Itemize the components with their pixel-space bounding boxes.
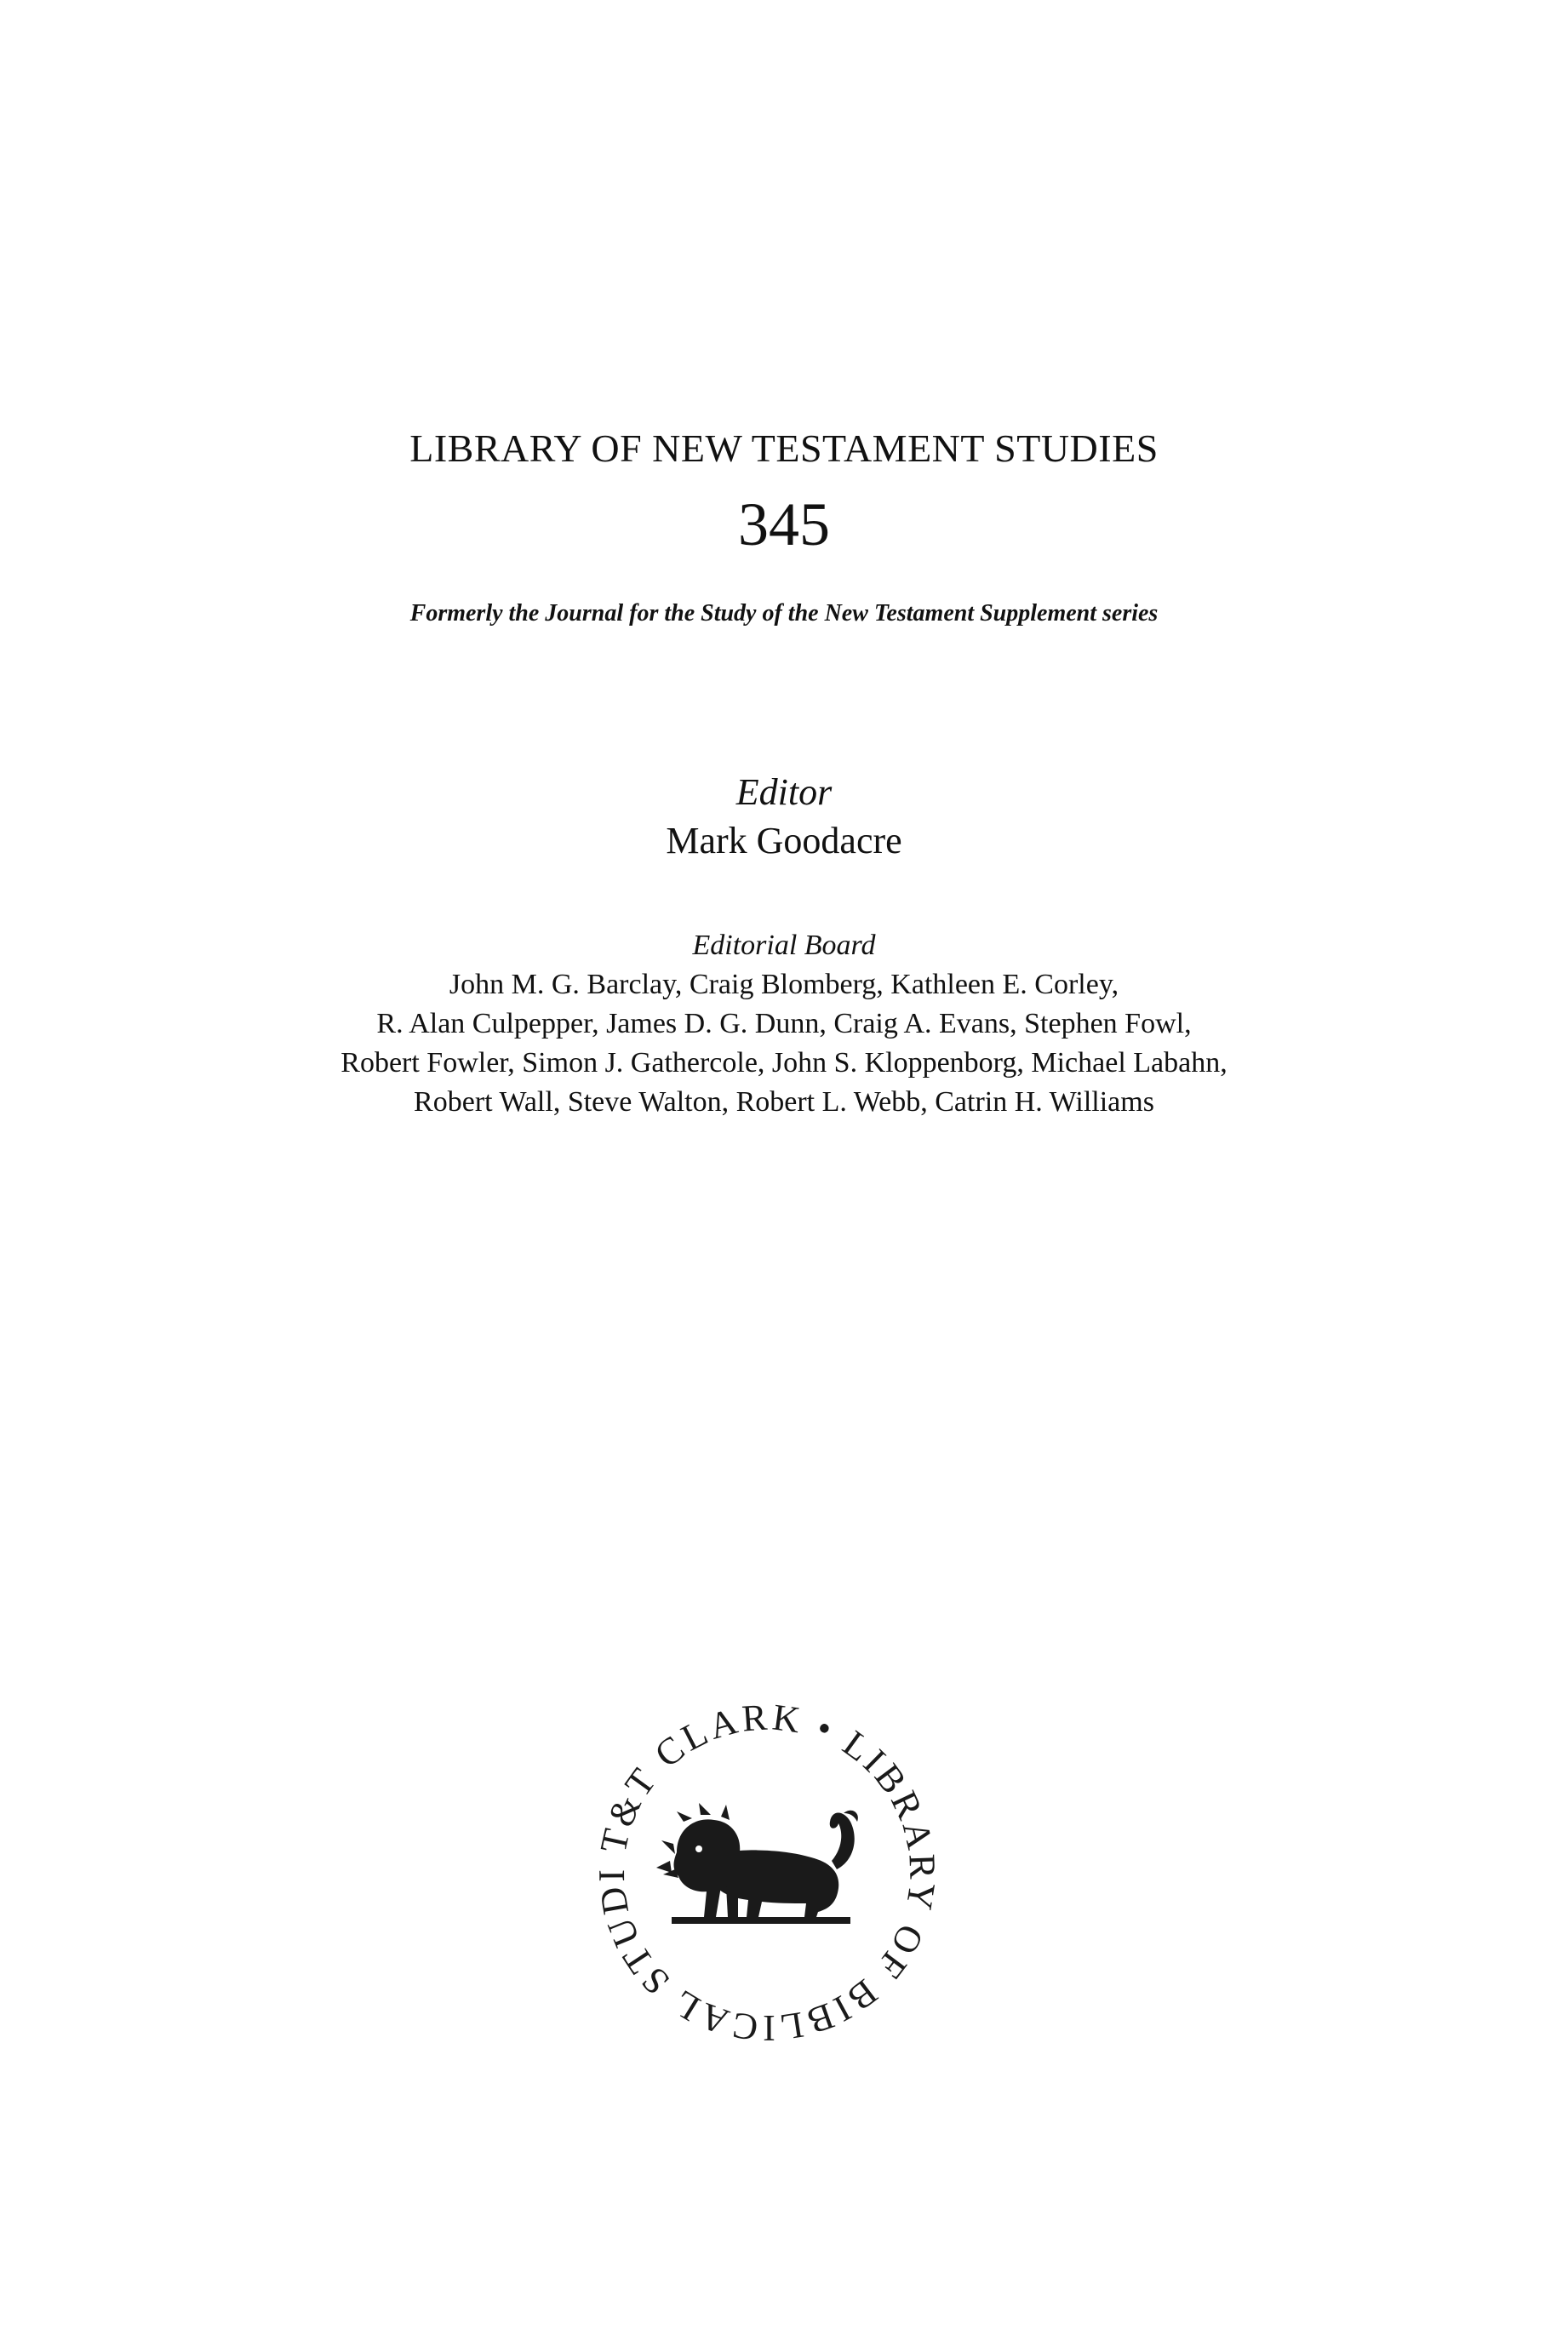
- editorial-board-line: Robert Wall, Steve Walton, Robert L. Webb, Catrin H. Williams: [414, 1086, 1154, 1118]
- editorial-board-line: Robert Fowler, Simon J. Gathercole, John S. Kloppenborg, Michael Labahn,: [340, 1047, 1228, 1079]
- svg-text:T&T CLARK • LIBRARY OF BIBLICA: T&T CLARK • LIBRARY OF BIBLICAL STUDI: [590, 1696, 944, 2050]
- series-former-title: Formerly the Journal for the Study of the New Testament Supplement series: [409, 600, 1159, 627]
- editor-heading: Editor: [735, 771, 833, 813]
- editorial-board-line: R. Alan Culpepper, James D. G. Dunn, Craig A. Evans, Stephen Fowl,: [376, 1008, 1192, 1039]
- editorial-board-heading: Editorial Board: [692, 930, 876, 961]
- series-title: LIBRARY OF NEW TESTAMENT STUDIES: [409, 426, 1159, 470]
- series-number: 345: [738, 490, 830, 558]
- editorial-board-line: John M. G. Barclay, Craig Blomberg, Kathleen E. Corley,: [449, 969, 1119, 1000]
- publisher-seal-logo: [588, 1694, 946, 2052]
- editor-name: Mark Goodacre: [666, 820, 902, 861]
- lion-seal-icon: [588, 1694, 946, 2052]
